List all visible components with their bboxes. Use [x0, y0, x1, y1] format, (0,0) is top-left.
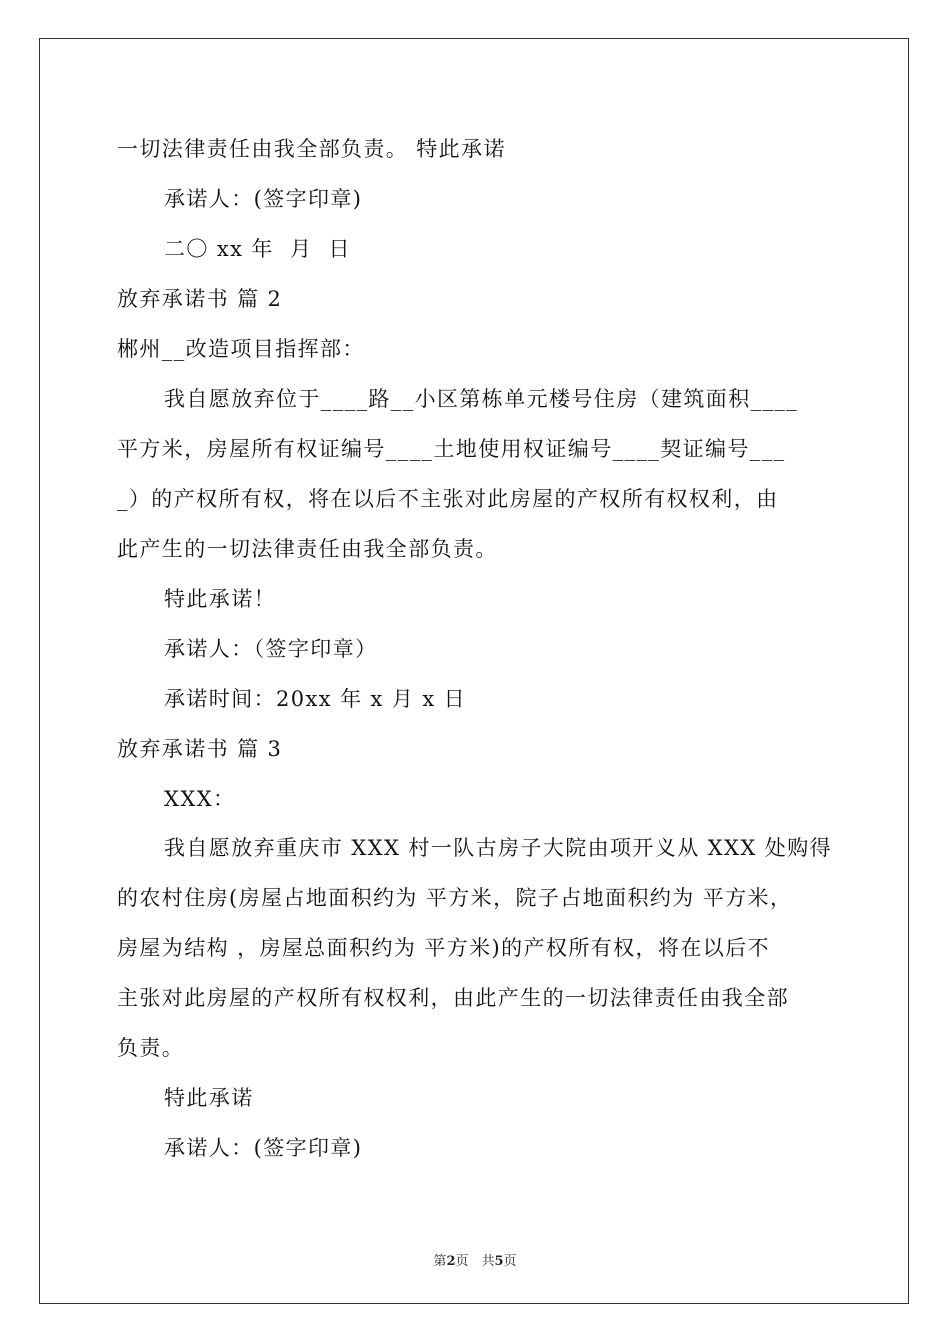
page-footer — [0, 1250, 950, 1269]
current-page-number: 2 — [446, 1254, 456, 1269]
text-line: 承诺人：(签字印章) — [164, 187, 363, 211]
text-line: 一切法律责任由我全部负责。 特此承诺 — [117, 137, 506, 161]
text-line: 的农村住房(房屋占地面积约为 平方米，院子占地面积约为 平方米， — [117, 886, 793, 910]
text-line: 房屋为结构 ，房屋总面积约为 平方米)的产权所有权，将在以后不 — [117, 936, 770, 960]
text-line: 我自愿放弃位于____路__小区第栋单元楼号住房（建筑面积____ — [164, 387, 799, 411]
section-heading: 放弃承诺书 篇 3 — [117, 737, 283, 761]
text-line: 平方米，房屋所有权证编号____土地使用权证编号____契证编号___ — [117, 437, 786, 461]
footer-prefix: 第 — [433, 1254, 447, 1269]
section-heading: 放弃承诺书 篇 2 — [117, 287, 283, 311]
footer-middle: 页 共 — [455, 1254, 495, 1269]
text-line: 特此承诺 — [164, 1086, 254, 1110]
text-line: 此产生的一切法律责任由我全部负责。 — [117, 537, 498, 561]
footer-suffix: 页 — [503, 1254, 517, 1269]
text-line: 承诺人：(签字印章) — [164, 1136, 363, 1160]
addressee: 郴州__改造项目指挥部： — [117, 337, 365, 361]
total-page-count: 5 — [494, 1254, 504, 1269]
text-line: 承诺人：（签字印章） — [164, 637, 378, 661]
text-line: 特此承诺！ — [164, 587, 276, 611]
addressee: XXX： — [164, 787, 236, 811]
text-line: _）的产权所有权，将在以后不主张对此房屋的产权所有权权利，由 — [117, 487, 779, 511]
text-line: 二〇 xx 年 月 日 — [164, 237, 351, 261]
text-line: 负责。 — [117, 1036, 185, 1060]
text-line: 我自愿放弃重庆市 XXX 村一队古房子大院由项开义从 XXX 处购得 — [164, 836, 832, 860]
page-border — [39, 38, 909, 1304]
text-line: 承诺时间：20xx 年 x 月 x 日 — [164, 687, 467, 711]
text-line: 主张对此房屋的产权所有权权利，由此产生的一切法律责任由我全部 — [117, 986, 789, 1010]
